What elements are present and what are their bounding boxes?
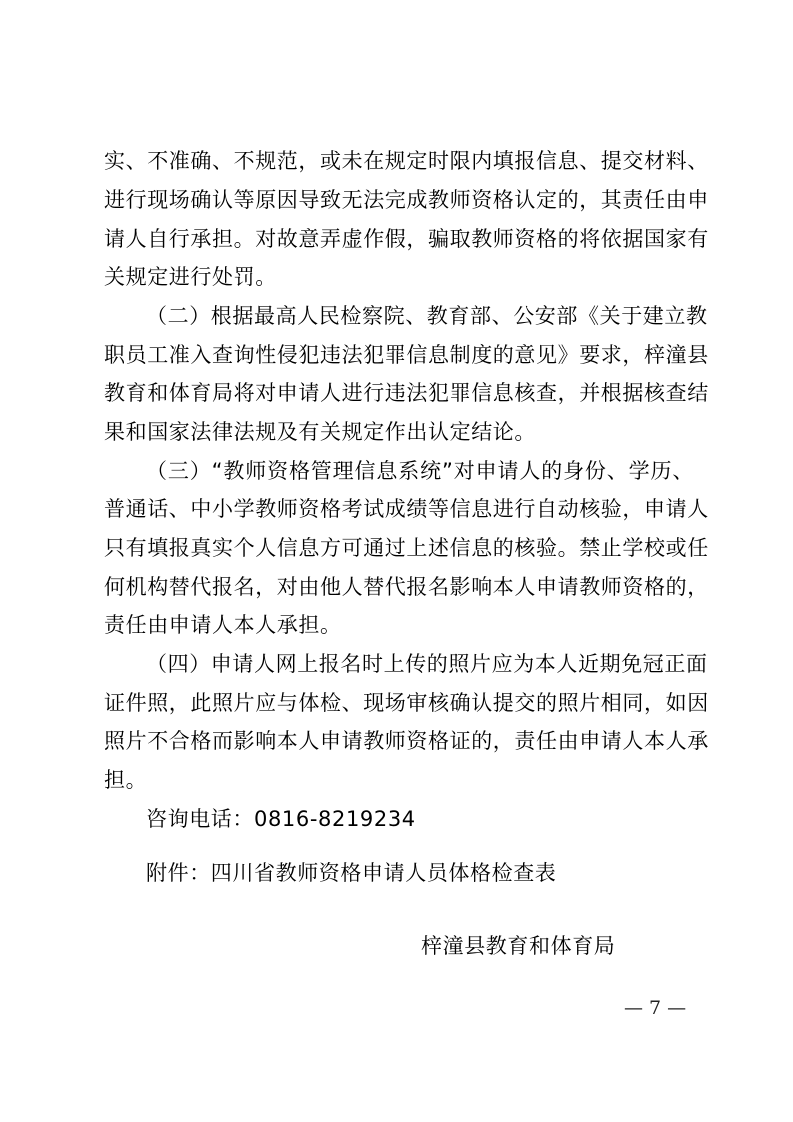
issuer-signature: 梓潼县教育和体育局 <box>421 934 616 958</box>
paragraph-1-line-2: 进行现场确认等原因导致无法完成教师资格认定的，其责任由申 <box>104 188 709 212</box>
paragraph-4-line-2: 证件照，此照片应与体检、现场审核确认提交的照片相同，如因 <box>104 691 709 715</box>
paragraph-2-line-2: 职员工准入查询性侵犯违法犯罪信息制度的意见》要求，梓潼县 <box>104 343 709 367</box>
page-number: — 7 — <box>624 997 687 1019</box>
paragraph-4-line-1: （四）申请人网上报名时上传的照片应为本人近期免冠正面 <box>146 652 708 676</box>
attachment-note: 附件：四川省教师资格申请人员体格检查表 <box>146 861 557 885</box>
paragraph-2-line-1: （二）根据最高人民检察院、教育部、公安部《关于建立教 <box>146 304 708 328</box>
paragraph-2-line-3: 教育和体育局将对申请人进行违法犯罪信息核查，并根据核查结 <box>104 381 709 405</box>
paragraph-3-line-3: 只有填报真实个人信息方可通过上述信息的核验。禁止学校或任 <box>104 536 709 560</box>
paragraph-1-line-4: 关规定进行处罚。 <box>104 265 277 289</box>
paragraph-3-line-5: 责任由申请人本人承担。 <box>104 613 342 637</box>
contact-phone: 咨询电话：0816-8219234 <box>146 807 416 831</box>
paragraph-1-line-1: 实、不准确、不规范，或未在规定时限内填报信息、提交材料、 <box>104 149 709 173</box>
paragraph-2-line-4: 果和国家法律法规及有关规定作出认定结论。 <box>104 420 536 444</box>
paragraph-3-line-1: （三）“教师资格管理信息系统”对申请人的身份、学历、 <box>146 459 694 483</box>
paragraph-4-line-4: 担。 <box>104 768 148 792</box>
paragraph-3-line-4: 何机构替代报名，对由他人替代报名影响本人申请教师资格的， <box>104 575 709 599</box>
paragraph-1-line-3: 请人自行承担。对故意弄虚作假，骗取教师资格的将依据国家有 <box>104 227 709 251</box>
paragraph-3-line-2: 普通话、中小学教师资格考试成绩等信息进行自动核验，申请人 <box>104 497 709 521</box>
paragraph-4-line-3: 照片不合格而影响本人申请教师资格证的，责任由申请人本人承 <box>104 729 709 753</box>
